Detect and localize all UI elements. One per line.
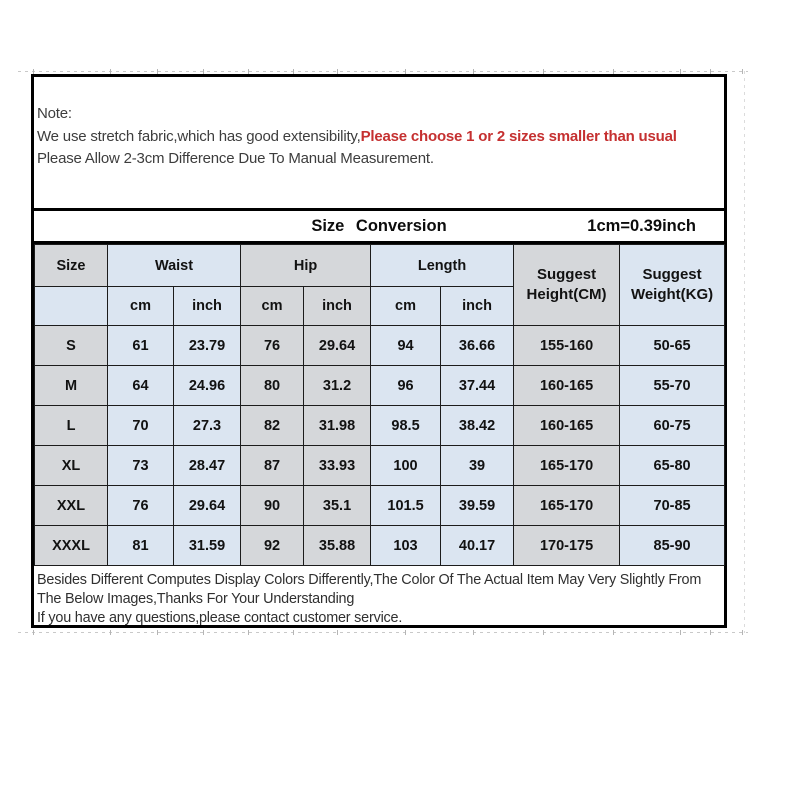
value-cell: 98.5 [371,406,441,446]
size-label-cell: M [35,366,108,406]
value-cell: 39.59 [441,486,514,526]
value-cell: 82 [241,406,304,446]
value-cell: 27.3 [174,406,241,446]
size-table [34,244,725,566]
value-cell: 85-90 [620,526,725,566]
gridline-tick [680,630,681,635]
value-cell: 33.93 [304,446,371,486]
note-line-1 [37,126,716,149]
value-cell: 55-70 [620,366,725,406]
value-cell: 31.98 [304,406,371,446]
value-cell: 37.44 [441,366,514,406]
size-label-cell: XXL [35,486,108,526]
value-cell: 165-170 [514,486,620,526]
header-suggest-height [514,245,620,326]
table-title: Size Conversion [311,217,447,235]
value-cell: 70 [108,406,174,446]
value-cell: 76 [108,486,174,526]
gridline-tick [157,630,158,635]
gridline-tick [405,630,406,635]
value-cell: 24.96 [174,366,241,406]
disclaimer-line-1: Besides Different Computes Display Colors Differently,The Color Of The Actual Item May Very Slightly From [37,572,702,588]
value-cell: 70-85 [620,486,725,526]
value-cell: 29.64 [304,326,371,366]
size-label-cell: XXXL [35,526,108,566]
unit-hip-inch: inch [304,287,371,326]
value-cell: 101.5 [371,486,441,526]
value-cell: 80 [241,366,304,406]
value-cell: 60-75 [620,406,725,446]
value-cell: 73 [108,446,174,486]
header-size: Size [35,245,108,287]
value-cell: 64 [108,366,174,406]
unit-waist-inch: inch [174,287,241,326]
gridline-tick [710,630,711,635]
value-cell: 39 [441,446,514,486]
unit-hip-cm: cm [241,287,304,326]
size-chart-panel [31,74,727,628]
gridline-tick [613,630,614,635]
value-cell: 160-165 [514,366,620,406]
header-length: Length [371,245,514,287]
spreadsheet-gridline-bottom [18,632,748,633]
disclaimer-section [34,566,724,628]
value-cell: 35.88 [304,526,371,566]
spreadsheet-gridline-top [18,71,748,72]
size-row-xxxl [35,526,725,566]
size-label-cell: L [35,406,108,446]
note-line-2: Please Allow 2-3cm Difference Due To Manual Measurement. [37,150,434,167]
header-waist: Waist [108,245,241,287]
gridline-tick [293,630,294,635]
value-cell: 76 [241,326,304,366]
unit-blank-cell [35,287,108,326]
value-cell: 50-65 [620,326,725,366]
value-cell: 96 [371,366,441,406]
conversion-note: 1cm=0.39inch [587,217,696,235]
spreadsheet-gridline-right [744,71,745,633]
size-row-xxl [35,486,725,526]
size-label-cell: S [35,326,108,366]
value-cell: 87 [241,446,304,486]
value-cell: 81 [108,526,174,566]
gridline-tick [110,630,111,635]
note-line-1-plain: We use stretch fabric,which has good extensibility, [37,127,361,145]
value-cell: 160-165 [514,406,620,446]
gridline-tick [473,630,474,635]
gridline-tick [203,630,204,635]
value-cell: 31.59 [174,526,241,566]
value-cell: 90 [241,486,304,526]
header-suggest-height-line2: Height(CM) [526,286,607,303]
unit-waist-cm: cm [108,287,174,326]
value-cell: 40.17 [441,526,514,566]
value-cell: 61 [108,326,174,366]
header-suggest-height-line1: Suggest [536,266,597,283]
size-row-l [35,406,725,446]
unit-length-inch: inch [441,287,514,326]
value-cell: 28.47 [174,446,241,486]
value-cell: 29.64 [174,486,241,526]
unit-length-cm: cm [371,287,441,326]
header-hip: Hip [241,245,371,287]
value-cell: 36.66 [441,326,514,366]
note-section [34,77,724,208]
value-cell: 38.42 [441,406,514,446]
header-row-groups [35,245,725,287]
value-cell: 31.2 [304,366,371,406]
gridline-tick [742,630,743,635]
value-cell: 155-160 [514,326,620,366]
size-row-s [35,326,725,366]
note-line-1-warning: Please choose 1 or 2 sizes smaller than usual [360,127,677,145]
value-cell: 92 [241,526,304,566]
value-cell: 23.79 [174,326,241,366]
value-cell: 65-80 [620,446,725,486]
value-cell: 35.1 [304,486,371,526]
value-cell: 100 [371,446,441,486]
value-cell: 94 [371,326,441,366]
disclaimer-line-3: If you have any questions,please contact customer service. [37,610,403,626]
gridline-tick [337,630,338,635]
title-bar [34,208,724,244]
gridline-tick [248,630,249,635]
value-cell: 170-175 [514,526,620,566]
size-row-xl [35,446,725,486]
header-suggest-weight-line1: Suggest [642,266,702,283]
gridline-tick [543,630,544,635]
disclaimer-line-2: The Below Images,Thanks For Your Understanding [37,591,355,607]
gridline-tick [742,69,743,74]
size-label-cell: XL [35,446,108,486]
value-cell: 165-170 [514,446,620,486]
size-row-m [35,366,725,406]
header-suggest-weight-line2: Weight(KG) [630,286,714,303]
gridline-tick [33,630,34,635]
note-heading: Note: [37,105,72,122]
header-suggest-weight [620,245,725,326]
value-cell: 103 [371,526,441,566]
